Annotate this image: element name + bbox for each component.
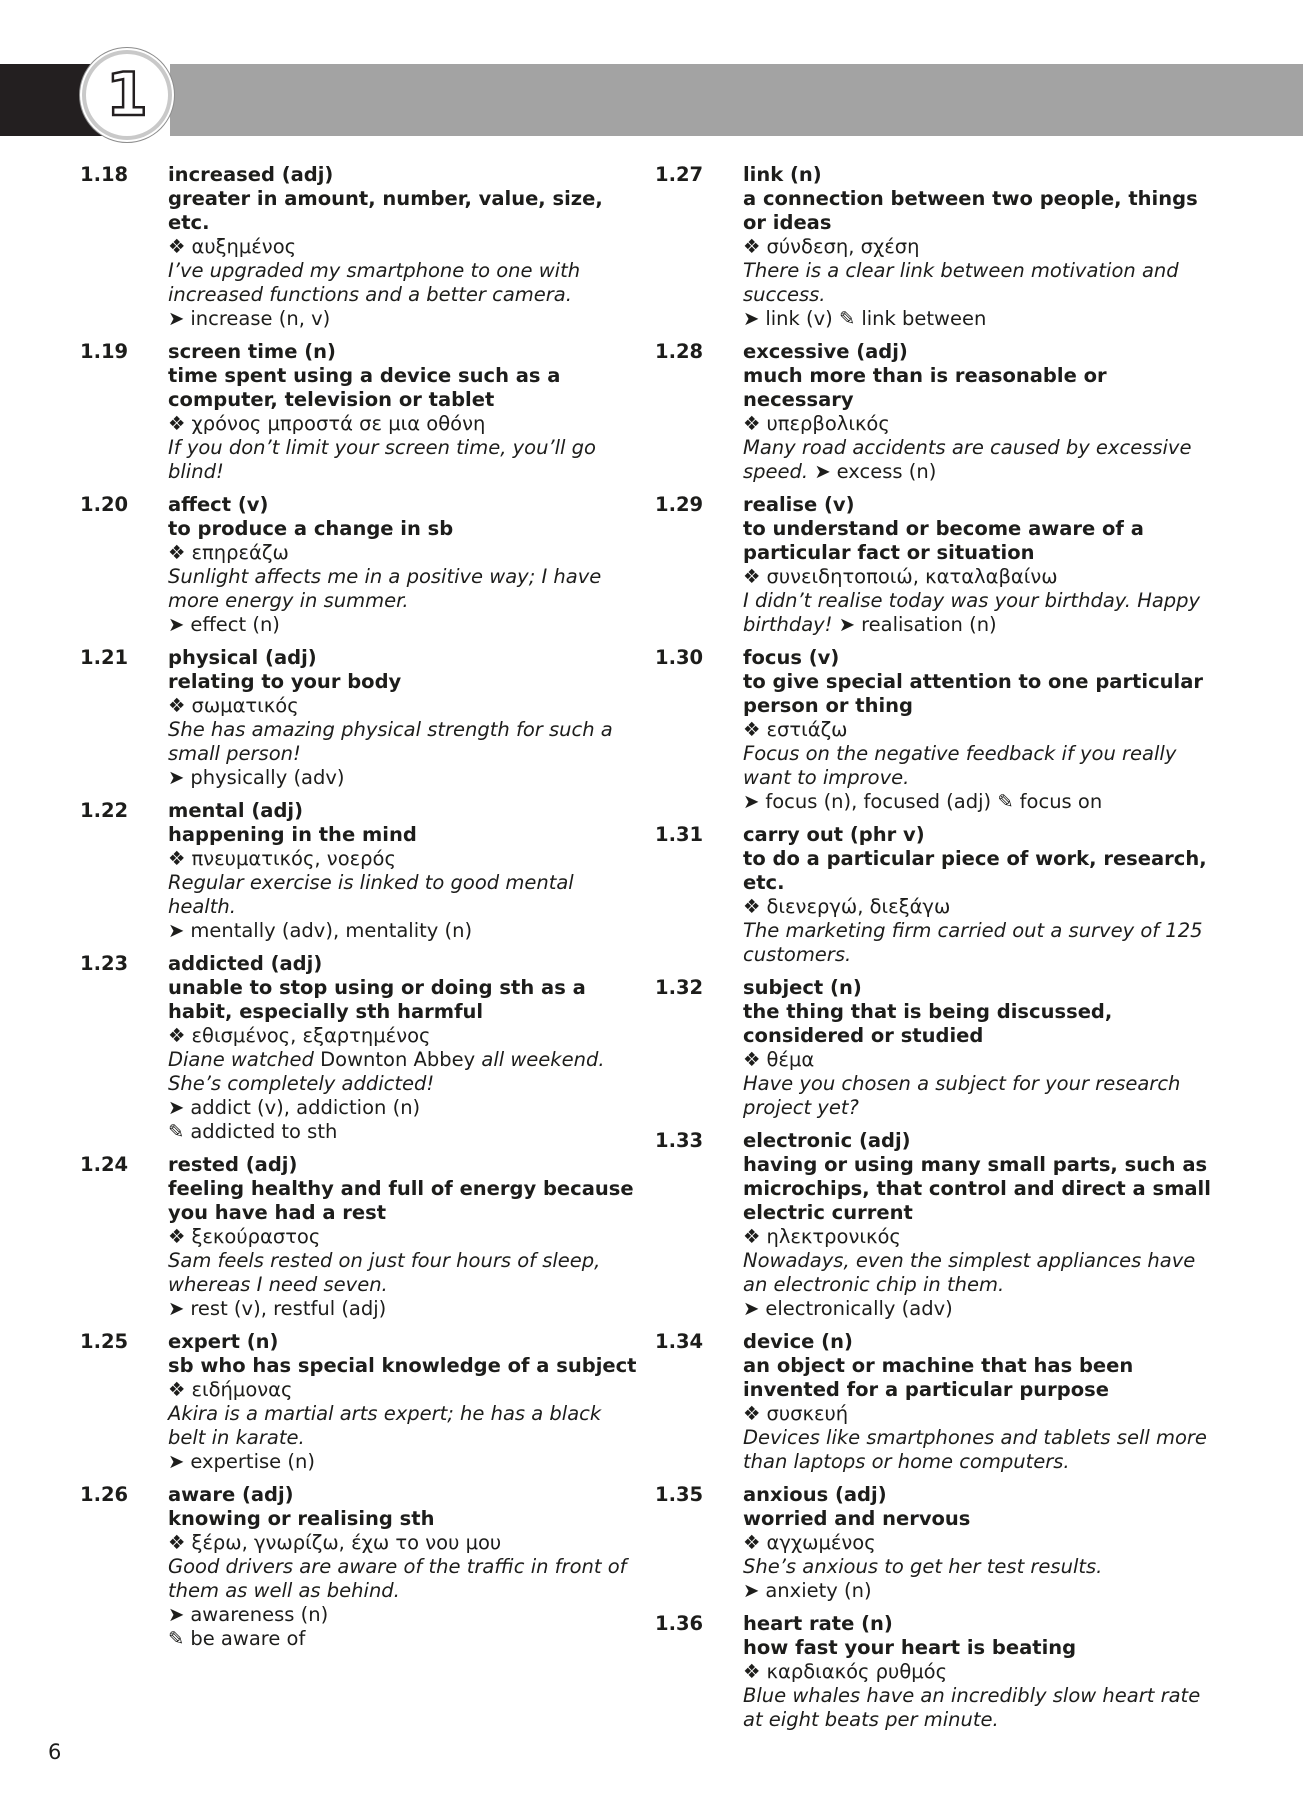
arrowhead-icon: ➤ xyxy=(168,1450,185,1473)
headword: subject (n) xyxy=(743,976,862,999)
derived-text: realisation (n) xyxy=(861,613,997,636)
entry-body xyxy=(168,163,640,331)
collocation-text: addicted to sth xyxy=(190,1120,338,1143)
greek-text: αγχωμένος xyxy=(766,1531,876,1554)
headword: link (n) xyxy=(743,163,822,186)
unit-badge xyxy=(86,54,168,136)
unit-number: 1 xyxy=(106,60,148,130)
entry-number: 1.32 xyxy=(655,976,704,999)
four-leaf-diamond-icon: ❖ xyxy=(743,1531,761,1554)
vocab-entry xyxy=(80,1153,640,1321)
headword: realise (v) xyxy=(743,493,855,516)
pencil-icon: ✎ xyxy=(839,307,856,330)
example-sentence xyxy=(168,565,640,613)
derived-text: excess (n) xyxy=(836,460,937,483)
greek-translation xyxy=(168,1378,640,1402)
pencil-icon: ✎ xyxy=(168,1120,185,1143)
arrowhead-icon: ➤ xyxy=(168,1603,185,1626)
vocab-entry xyxy=(655,1612,1215,1732)
entry-body xyxy=(168,799,640,943)
vocab-entry xyxy=(655,823,1215,967)
example-text: Regular exercise is linked to good mental health. xyxy=(168,871,574,918)
arrowhead-icon: ➤ xyxy=(743,1297,760,1320)
four-leaf-diamond-icon: ❖ xyxy=(168,412,186,435)
example-sentence xyxy=(168,1555,640,1603)
collocation-text: be aware of xyxy=(190,1627,306,1650)
arrowhead-icon: ➤ xyxy=(838,613,856,636)
derived-words xyxy=(743,790,1215,814)
four-leaf-diamond-icon: ❖ xyxy=(743,1402,761,1425)
headword: rested (adj) xyxy=(168,1153,298,1176)
entry-body xyxy=(743,1129,1215,1321)
greek-text: πνευματικός, νοερός xyxy=(191,847,396,870)
derived-text: physically (adv) xyxy=(190,766,345,789)
greek-text: σωματικός xyxy=(191,694,299,717)
headword: addicted (adj) xyxy=(168,952,323,975)
entry-body xyxy=(168,952,640,1144)
headword: heart rate (n) xyxy=(743,1612,893,1635)
derived-words-inline xyxy=(808,460,936,483)
definition: how fast your heart is beating xyxy=(743,1636,1077,1659)
definition: to give special attention to one particular person or thing xyxy=(743,670,1203,717)
vocab-entry xyxy=(655,163,1215,331)
definition: much more than is reasonable or necessary xyxy=(743,364,1107,411)
derived-text: mentally (adv), mentality (n) xyxy=(190,919,473,942)
vocab-entry xyxy=(655,340,1215,484)
greek-translation xyxy=(743,1225,1215,1249)
derived-words xyxy=(743,1579,1215,1603)
arrowhead-icon: ➤ xyxy=(743,790,760,813)
definition: sb who has special knowledge of a subject xyxy=(168,1354,637,1377)
example-text: Diane watched xyxy=(168,1048,321,1071)
greek-text: επηρεάζω xyxy=(191,541,289,564)
entry-number: 1.25 xyxy=(80,1330,129,1353)
derived-text: addict (v), addiction (n) xyxy=(190,1096,421,1119)
entry-body xyxy=(168,1153,640,1321)
entry-number: 1.26 xyxy=(80,1483,129,1506)
entry-number: 1.19 xyxy=(80,340,129,363)
entry-body xyxy=(743,493,1215,637)
derived-words-inline xyxy=(833,613,997,636)
derived-words xyxy=(168,613,640,637)
greek-text: σύνδεση, σχέση xyxy=(766,235,920,258)
greek-translation xyxy=(743,235,1215,259)
greek-translation xyxy=(743,1402,1215,1426)
entry-number: 1.23 xyxy=(80,952,129,975)
example-text: Focus on the negative feedback if you really want to improve. xyxy=(743,742,1177,789)
example-sentence xyxy=(168,259,640,307)
example-text: Good drivers are aware of the traffic in front of them as well as behind. xyxy=(168,1555,627,1602)
greek-translation xyxy=(168,1024,640,1048)
vocab-entry xyxy=(80,952,640,1144)
headword: electronic (adj) xyxy=(743,1129,911,1152)
vocab-entry xyxy=(80,163,640,331)
greek-translation xyxy=(743,1048,1215,1072)
entry-body xyxy=(168,493,640,637)
four-leaf-diamond-icon: ❖ xyxy=(168,541,186,564)
greek-translation xyxy=(168,235,640,259)
entry-body xyxy=(168,1483,640,1651)
derived-words xyxy=(168,766,640,790)
greek-text: διενεργώ, διεξάγω xyxy=(766,895,951,918)
definition: to produce a change in sb xyxy=(168,517,454,540)
definition: greater in amount, number, value, size, etc. xyxy=(168,187,603,234)
vocab-entry xyxy=(80,1483,640,1651)
greek-translation xyxy=(168,1225,640,1249)
example-title: Downton Abbey xyxy=(320,1048,476,1071)
definition: knowing or realising sth xyxy=(168,1507,435,1530)
derived-text: electronically (adv) xyxy=(765,1297,953,1320)
arrowhead-icon: ➤ xyxy=(168,307,185,330)
pencil-icon: ✎ xyxy=(997,790,1014,813)
example-sentence xyxy=(743,1555,1215,1579)
greek-text: συνειδητοποιώ, καταλαβαίνω xyxy=(766,565,1058,588)
entry-number: 1.34 xyxy=(655,1330,704,1353)
example-sentence xyxy=(168,718,640,766)
headword: mental (adj) xyxy=(168,799,304,822)
entry-number: 1.28 xyxy=(655,340,704,363)
left-column xyxy=(80,163,640,1660)
derived-text: awareness (n) xyxy=(190,1603,329,1626)
entry-body xyxy=(743,1330,1215,1474)
greek-translation xyxy=(168,847,640,871)
headword: device (n) xyxy=(743,1330,853,1353)
definition: having or using many small parts, such as microchips, that control and direct a small electric current xyxy=(743,1153,1211,1224)
entry-number: 1.21 xyxy=(80,646,129,669)
greek-text: χρόνος μπροστά σε μια οθόνη xyxy=(191,412,486,435)
example-text: She’s anxious to get her test results. xyxy=(743,1555,1103,1578)
greek-text: εστιάζω xyxy=(766,718,848,741)
greek-translation xyxy=(743,412,1215,436)
definition: an object or machine that has been invented for a particular purpose xyxy=(743,1354,1134,1401)
arrowhead-icon: ➤ xyxy=(168,919,185,942)
four-leaf-diamond-icon: ❖ xyxy=(168,694,186,717)
greek-text: ηλεκτρονικός xyxy=(766,1225,901,1248)
four-leaf-diamond-icon: ❖ xyxy=(743,895,761,918)
derived-words xyxy=(168,919,640,943)
example-sentence xyxy=(743,259,1215,307)
headword: affect (v) xyxy=(168,493,269,516)
example-sentence xyxy=(743,1684,1215,1732)
entry-number: 1.35 xyxy=(655,1483,704,1506)
greek-text: ξέρω, γνωρίζω, έχω το νου μου xyxy=(191,1531,502,1554)
right-column xyxy=(655,163,1215,1741)
arrowhead-icon: ➤ xyxy=(168,1096,185,1119)
greek-translation xyxy=(168,541,640,565)
greek-text: ειδήμονας xyxy=(191,1378,293,1401)
example-text: Have you chosen a subject for your research project yet? xyxy=(743,1072,1181,1119)
greek-text: καρδιακός ρυθμός xyxy=(766,1660,948,1683)
entry-body xyxy=(168,340,640,484)
vocab-entry xyxy=(655,1129,1215,1321)
headword: anxious (adj) xyxy=(743,1483,887,1506)
example-text: There is a clear link between motivation and success. xyxy=(743,259,1179,306)
vocab-entry xyxy=(655,1330,1215,1474)
greek-text: εθισμένος, εξαρτημένος xyxy=(191,1024,431,1047)
example-text: Sunlight affects me in a positive way; I have more energy in summer. xyxy=(168,565,602,612)
derived-words xyxy=(168,1096,640,1120)
example-text: Many road accidents are caused by excessive speed. xyxy=(743,436,1192,483)
example-sentence xyxy=(743,589,1215,637)
definition: time spent using a device such as a computer, television or tablet xyxy=(168,364,561,411)
definition: a connection between two people, things or ideas xyxy=(743,187,1198,234)
entry-body xyxy=(168,1330,640,1474)
derived-words xyxy=(743,307,1215,331)
example-sentence xyxy=(168,1048,640,1096)
greek-text: συσκευή xyxy=(766,1402,849,1425)
example-sentence xyxy=(168,871,640,919)
entry-number: 1.22 xyxy=(80,799,129,822)
example-text: I’ve upgraded my smartphone to one with increased functions and a better camera. xyxy=(168,259,581,306)
four-leaf-diamond-icon: ❖ xyxy=(168,1225,186,1248)
four-leaf-diamond-icon: ❖ xyxy=(168,847,186,870)
page-number: 6 xyxy=(48,1740,62,1764)
greek-text: θέμα xyxy=(766,1048,815,1071)
headword: increased (adj) xyxy=(168,163,334,186)
collocation-text: link between xyxy=(861,307,987,330)
definition: worried and nervous xyxy=(743,1507,971,1530)
greek-text: ξεκούραστος xyxy=(191,1225,321,1248)
collocation xyxy=(168,1120,640,1144)
four-leaf-diamond-icon: ❖ xyxy=(168,1024,186,1047)
four-leaf-diamond-icon: ❖ xyxy=(743,412,761,435)
entry-number: 1.33 xyxy=(655,1129,704,1152)
example-sentence xyxy=(168,1249,640,1297)
entry-number: 1.20 xyxy=(80,493,129,516)
four-leaf-diamond-icon: ❖ xyxy=(743,565,761,588)
greek-text: αυξημένος xyxy=(191,235,297,258)
derived-text: rest (v), restful (adj) xyxy=(190,1297,387,1320)
greek-translation xyxy=(743,1531,1215,1555)
greek-translation xyxy=(168,1531,640,1555)
example-sentence xyxy=(743,742,1215,790)
vocab-entry xyxy=(655,976,1215,1120)
greek-text: υπερβολικός xyxy=(766,412,890,435)
example-text: She has amazing physical strength for such a small person! xyxy=(168,718,613,765)
pencil-icon: ✎ xyxy=(168,1627,185,1650)
four-leaf-diamond-icon: ❖ xyxy=(168,235,186,258)
greek-translation xyxy=(168,412,640,436)
vocab-entry xyxy=(80,493,640,637)
header-band xyxy=(170,64,1303,136)
headword: aware (adj) xyxy=(168,1483,294,1506)
derived-text: expertise (n) xyxy=(190,1450,315,1473)
four-leaf-diamond-icon: ❖ xyxy=(743,1225,761,1248)
example-sentence xyxy=(743,436,1215,484)
vocab-entry xyxy=(655,646,1215,814)
definition: unable to stop using or doing sth as a habit, especially sth harmful xyxy=(168,976,586,1023)
example-text: all weekend. She’s completely addicted! xyxy=(168,1048,605,1095)
vocab-entry xyxy=(655,493,1215,637)
four-leaf-diamond-icon: ❖ xyxy=(743,235,761,258)
vocab-entry xyxy=(80,646,640,790)
headword: excessive (adj) xyxy=(743,340,908,363)
four-leaf-diamond-icon: ❖ xyxy=(743,718,761,741)
definition: the thing that is being discussed, considered or studied xyxy=(743,1000,1113,1047)
derived-words xyxy=(743,1297,1215,1321)
example-sentence xyxy=(743,1426,1215,1474)
greek-translation xyxy=(743,1660,1215,1684)
four-leaf-diamond-icon: ❖ xyxy=(743,1048,761,1071)
definition: feeling healthy and full of energy because you have had a rest xyxy=(168,1177,634,1224)
derived-text: anxiety (n) xyxy=(765,1579,872,1602)
derived-words xyxy=(168,1297,640,1321)
example-sentence xyxy=(168,1402,640,1450)
entry-number: 1.18 xyxy=(80,163,129,186)
headword: screen time (n) xyxy=(168,340,336,363)
arrowhead-icon: ➤ xyxy=(168,613,185,636)
entry-number: 1.27 xyxy=(655,163,704,186)
derived-words xyxy=(168,307,640,331)
entry-number: 1.31 xyxy=(655,823,704,846)
entry-body xyxy=(743,1612,1215,1732)
derived-words xyxy=(168,1603,640,1627)
definition: to understand or become aware of a particular fact or situation xyxy=(743,517,1144,564)
example-sentence xyxy=(743,1072,1215,1120)
entry-body xyxy=(743,340,1215,484)
four-leaf-diamond-icon: ❖ xyxy=(743,1660,761,1683)
greek-translation xyxy=(743,718,1215,742)
headword: focus (v) xyxy=(743,646,840,669)
example-text: Devices like smartphones and tablets sell more than laptops or home computers. xyxy=(743,1426,1207,1473)
example-text: The marketing firm carried out a survey of 125 customers. xyxy=(743,919,1203,966)
headword: physical (adj) xyxy=(168,646,317,669)
entry-body xyxy=(743,823,1215,967)
collocation xyxy=(168,1627,640,1651)
entry-number: 1.24 xyxy=(80,1153,129,1176)
entry-number: 1.29 xyxy=(655,493,704,516)
greek-translation xyxy=(743,565,1215,589)
entry-number: 1.36 xyxy=(655,1612,704,1635)
vocab-entry xyxy=(80,799,640,943)
derived-text: link (v) xyxy=(765,307,833,330)
definition: to do a particular piece of work, research, etc. xyxy=(743,847,1207,894)
entry-body xyxy=(743,646,1215,814)
example-text: If you don’t limit your screen time, you’ll go blind! xyxy=(168,436,596,483)
entry-body xyxy=(743,163,1215,331)
example-text: I didn’t realise today was your birthday. Happy birthday! xyxy=(743,589,1201,636)
definition: relating to your body xyxy=(168,670,402,693)
example-text: Sam feels rested on just four hours of sleep, whereas I need seven. xyxy=(168,1249,601,1296)
derived-text: increase (n, v) xyxy=(190,307,331,330)
derived-text: effect (n) xyxy=(190,613,280,636)
vocab-entry xyxy=(80,340,640,484)
entry-body xyxy=(168,646,640,790)
derived-text: focus (n), focused (adj) xyxy=(765,790,992,813)
example-text: Akira is a martial arts expert; he has a black belt in karate. xyxy=(168,1402,602,1449)
entry-body xyxy=(743,976,1215,1120)
example-text: Blue whales have an incredibly slow heart rate at eight beats per minute. xyxy=(743,1684,1201,1731)
headword: expert (n) xyxy=(168,1330,279,1353)
arrowhead-icon: ➤ xyxy=(168,766,185,789)
entry-number: 1.30 xyxy=(655,646,704,669)
four-leaf-diamond-icon: ❖ xyxy=(168,1531,186,1554)
arrowhead-icon: ➤ xyxy=(743,307,760,330)
entry-body xyxy=(743,1483,1215,1603)
example-sentence xyxy=(168,436,640,484)
greek-translation xyxy=(168,694,640,718)
example-text: Nowadays, even the simplest appliances have an electronic chip in them. xyxy=(743,1249,1196,1296)
arrowhead-icon: ➤ xyxy=(814,460,831,483)
four-leaf-diamond-icon: ❖ xyxy=(168,1378,186,1401)
derived-words xyxy=(168,1450,640,1474)
definition: happening in the mind xyxy=(168,823,417,846)
collocation-text: focus on xyxy=(1019,790,1103,813)
vocab-entry xyxy=(655,1483,1215,1603)
headword: carry out (phr v) xyxy=(743,823,925,846)
arrowhead-icon: ➤ xyxy=(743,1579,760,1602)
arrowhead-icon: ➤ xyxy=(168,1297,185,1320)
greek-translation xyxy=(743,895,1215,919)
example-sentence xyxy=(743,919,1215,967)
vocab-entry xyxy=(80,1330,640,1474)
example-sentence xyxy=(743,1249,1215,1297)
